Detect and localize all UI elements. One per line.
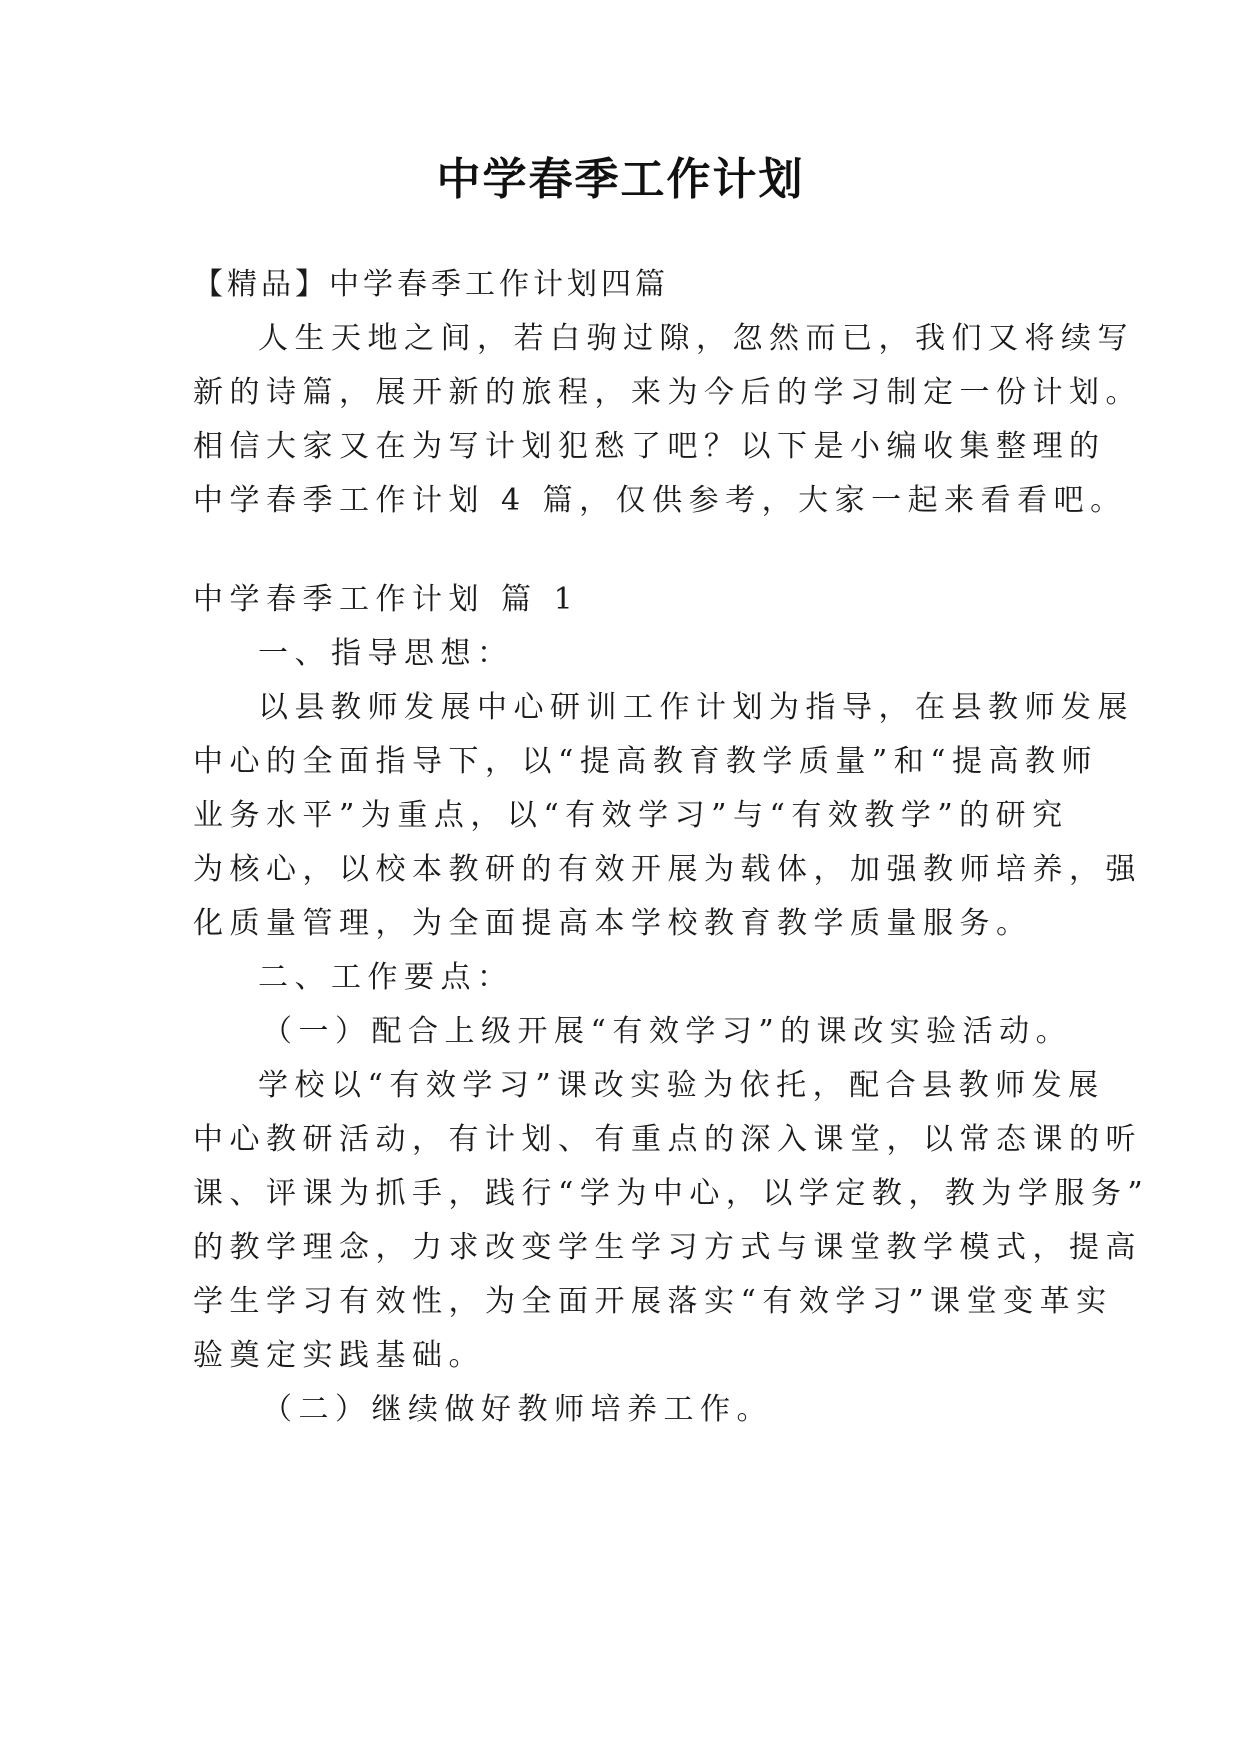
paragraph-line: 学生学习有效性，为全面开展落实“有效学习”课堂变革实 — [193, 1284, 1113, 1319]
paragraph-line: 人生天地之间，若白驹过隙，忽然而已，我们又将续写 — [258, 321, 1134, 356]
paragraph-line: 以县教师发展中心研训工作计划为指导，在县教师发展 — [258, 690, 1134, 725]
document-title: 中学春季工作计划 — [436, 154, 805, 205]
paragraph-line: 相信大家又在为写计划犯愁了吧？以下是小编收集整理的 — [193, 429, 1106, 464]
paragraph-line: 中心教研活动，有计划、有重点的深入课堂，以常态课的听 — [193, 1122, 1142, 1157]
section-subheading: 一、指导思想： — [258, 636, 514, 671]
section-subheading: 二、工作要点： — [258, 960, 514, 995]
paragraph-line: 中心的全面指导下，以“提高教育教学质量”和“提高教师 — [193, 744, 1099, 779]
paragraph-line: 业务水平”为重点，以“有效学习”与“有效教学”的研究 — [193, 798, 1069, 833]
item-heading: （二）继续做好教师培养工作。 — [262, 1392, 773, 1427]
paragraph-line: 课、评课为抓手，践行“学为中心，以学定教，教为学服务” — [193, 1176, 1150, 1211]
paragraph-line: 验奠定实践基础。 — [193, 1338, 485, 1373]
paragraph-line: 中学春季工作计划 4 篇，仅供参考，大家一起来看看吧。 — [193, 483, 1127, 518]
paragraph-line: 学校以“有效学习”课改实验为依托，配合县教师发展 — [258, 1068, 1105, 1103]
subtitle: 【精品】中学春季工作计划四篇 — [193, 267, 669, 302]
item-heading: （一）配合上级开展“有效学习”的课改实验活动。 — [262, 1014, 1073, 1049]
section-heading: 中学春季工作计划 篇 1 — [193, 582, 580, 617]
paragraph-line: 新的诗篇，展开新的旅程，来为今后的学习制定一份计划。 — [193, 375, 1142, 410]
paragraph-line: 化质量管理，为全面提高本学校教育教学质量服务。 — [193, 906, 1033, 941]
paragraph-line: 的教学理念，力求改变学生学习方式与课堂教学模式，提高 — [193, 1230, 1142, 1265]
paragraph-line: 为核心，以校本教研的有效开展为载体，加强教师培养，强 — [193, 852, 1142, 887]
